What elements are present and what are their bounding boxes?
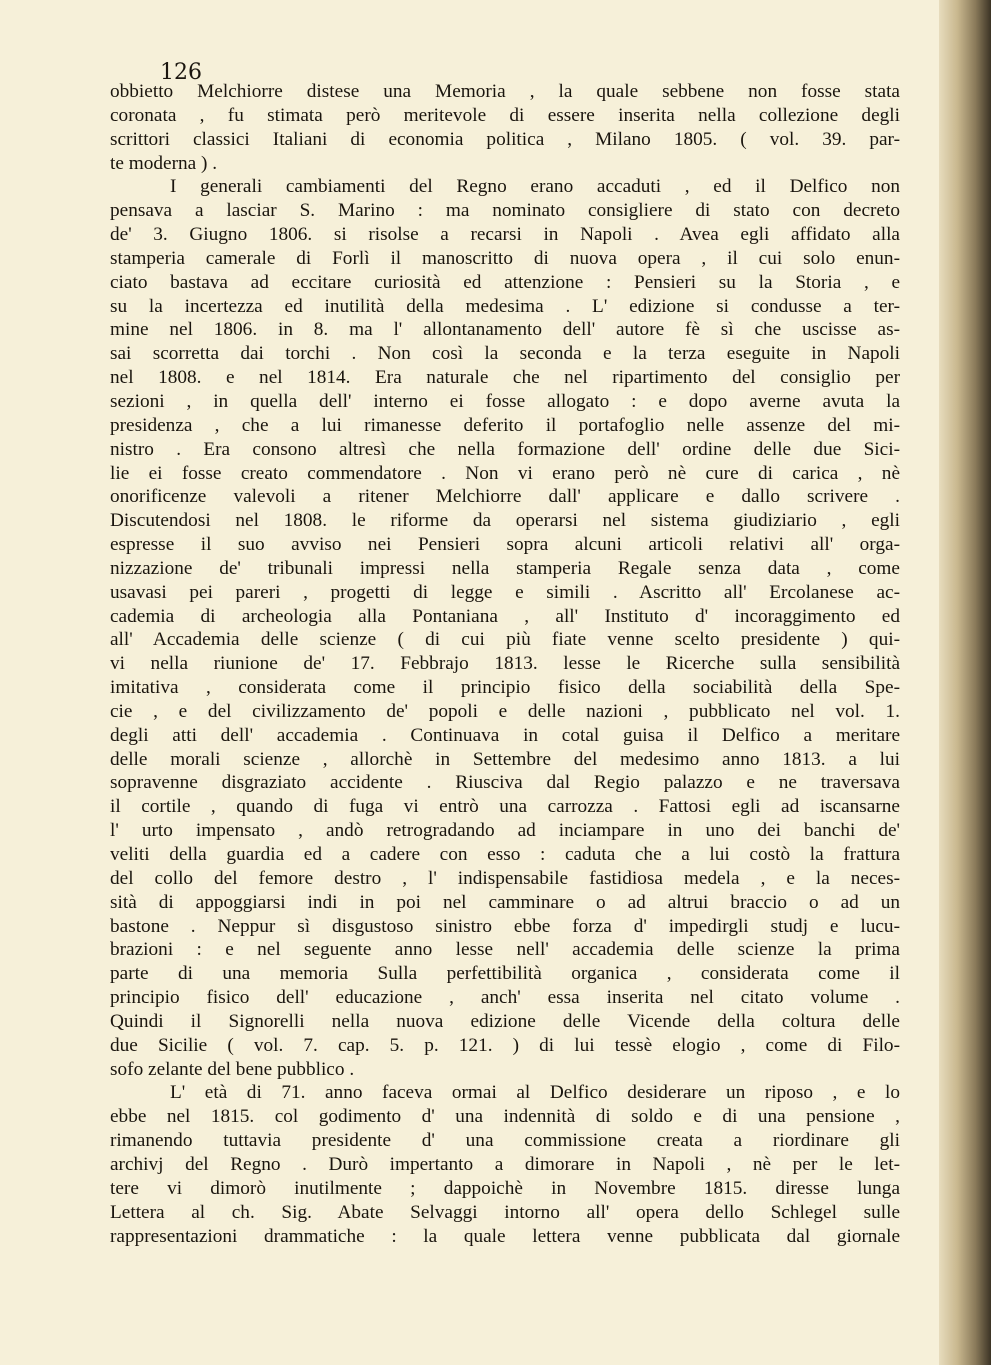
text-line — [110, 342, 900, 366]
text-line-content: degli atti dell' accademia . Continuava in cotal guisa il Delfico a meritare — [110, 724, 900, 746]
text-line-content: nizzazione de' tribunali impressi nella stamperia Regale senza data , come — [110, 557, 900, 579]
text-line-content: nel 1808. e nel 1814. Era naturale che nel ripartimento del consiglio per — [110, 367, 900, 389]
text-line-content: Quindi il Signorelli nella nuova edizione delle Vicende della coltura delle — [110, 1010, 900, 1032]
text-line-content: cie , e del civilizzamento de' popoli e delle nazioni , pubblicato nel vol. 1. — [110, 700, 900, 722]
text-line-content: sità di appoggiarsi indi in poi nel camminare o ad altrui braccio o ad un — [110, 891, 900, 913]
text-line-content: presidenza , che a lui rimanesse deferito il portafoglio nelle assenze del mi- — [110, 414, 900, 436]
text-line — [110, 795, 900, 819]
text-line-content: sai scorretta dai torchi . Non così la seconda e la terza eseguite in Napoli — [110, 343, 900, 365]
text-line-content: mine nel 1806. in 8. ma l' allontanamento dell' autore fè sì che uscisse as- — [110, 319, 900, 341]
text-line — [110, 1105, 900, 1129]
text-line-content: su la incertezza ed inutilità della medesima . L' edizione si condusse a ter- — [110, 295, 900, 317]
text-line — [110, 80, 900, 104]
text-line — [110, 557, 900, 581]
text-line — [110, 628, 900, 652]
text-line — [110, 891, 900, 915]
text-line-content: tere vi dimorò inutilmente ; dappoichè in Novembre 1815. diresse lunga — [110, 1177, 900, 1199]
text-line — [110, 1201, 900, 1225]
text-line — [110, 199, 900, 223]
text-line-content: veliti della guardia ed a cadere con esso : caduta che a lui costò la frattura — [110, 844, 900, 865]
text-line-content: coronata , fu stimata però meritevole di essere inserita nella collezione degli — [110, 104, 900, 126]
text-line-content: rappresentazioni drammatiche : la quale lettera venne pubblicata dal giornale — [110, 1225, 900, 1247]
text-line-content: vi nella riunione de' 17. Febbrajo 1813. lesse le Ricerche sulla sensibilità — [110, 653, 900, 675]
text-line — [110, 271, 900, 295]
text-line — [110, 318, 900, 342]
text-line — [110, 1081, 900, 1105]
text-line — [110, 843, 900, 867]
text-line-content: principio fisico dell' educazione , anch' essa inserita nel citato volume . — [110, 987, 900, 1009]
text-line-content: due Sicilie ( vol. 7. cap. 5. p. 121. ) di lui tessè elogio , come di Filo- — [110, 1034, 900, 1056]
text-line-content: imitativa , considerata come il principio fisico della sociabilità della Spe- — [110, 677, 900, 699]
text-line-content: all' Accademia delle scienze ( di cui più fiate venne scelto presidente ) qui- — [110, 629, 900, 651]
text-line-content: de' 3. Giugno 1806. si risolse a recarsi in Napoli . Avea egli affidato alla — [110, 224, 900, 246]
text-line — [110, 915, 900, 939]
text-line — [110, 1225, 900, 1249]
text-line-content: Lettera al ch. Sig. Abate Selvaggi intorno all' opera dello Schlegel sulle — [110, 1201, 900, 1223]
text-line — [110, 533, 900, 557]
text-line — [110, 152, 900, 176]
text-line-content: parte di una memoria Sulla perfettibilità organica , considerata come il — [110, 963, 900, 985]
text-line — [110, 771, 900, 795]
text-line-content: brazioni : e nel seguente anno lesse nell' accademia delle scienze la prima — [110, 939, 900, 961]
text-line — [110, 867, 900, 891]
text-line-content: ciato bastava ad eccitare curiosità ed attenzione : Pensieri su la Storia , e — [110, 271, 900, 293]
text-line-content: Discutendosi nel 1808. le riforme da operarsi nel sistema giudiziario , egli — [110, 510, 900, 532]
text-line — [110, 605, 900, 629]
text-line-content: l' urto impensato , andò retrogradando ad inciampare in uno dei banchi de' — [110, 820, 900, 842]
text-line-content: ebbe nel 1815. col godimento d' una indennità di soldo e di una pensione , — [110, 1106, 900, 1128]
body-text — [110, 80, 900, 1248]
text-line-content: il cortile , quando di fuga vi entrò una carrozza . Fattosi egli ad iscansarne — [110, 796, 900, 818]
text-line-content: espresse il suo avviso nei Pensieri sopra alcuni articoli relativi all' orga- — [110, 534, 900, 556]
text-line-content: sezioni , in quella dell' interno ei fosse allogato : e dopo averne avuta la — [110, 390, 900, 412]
text-line-content: sofo zelante del bene pubblico . — [110, 1058, 355, 1080]
text-line — [110, 1010, 900, 1034]
text-line — [110, 509, 900, 533]
book-spine-shadow — [939, 0, 991, 1365]
text-line — [110, 247, 900, 271]
text-line — [110, 1177, 900, 1201]
text-line-content: cademia di archeologia alla Pontaniana , all' Instituto d' incoraggimento ed — [110, 605, 900, 627]
page-number: 126 — [160, 60, 202, 85]
text-line — [110, 748, 900, 772]
text-line — [110, 581, 900, 605]
text-line — [110, 986, 900, 1010]
text-line — [110, 1034, 900, 1058]
text-line — [110, 1058, 900, 1082]
text-line-content: rimanendo tuttavia presidente d' una commissione creata a riordinare gli — [110, 1130, 900, 1152]
text-line — [110, 938, 900, 962]
text-line-content: delle morali scienze , allorchè in Settembre del medesimo anno 1813. a lui — [110, 748, 900, 770]
text-line-content: onorificenze valevoli a ritener Melchiorre dall' applicare e dallo scrivere . — [110, 486, 900, 508]
text-line — [110, 676, 900, 700]
text-line-content: L' età di 71. anno faceva ormai al Delfico desiderare un riposo , e lo — [170, 1082, 900, 1104]
text-line-content: obbietto Melchiorre distese una Memoria , la quale sebbene non fosse stata — [110, 81, 900, 102]
text-line-content: del collo del femore destro , l' indispensabile fastidiosa medela , e la neces- — [110, 867, 900, 889]
text-line — [110, 819, 900, 843]
text-line-content: scrittori classici Italiani di economia politica , Milano 1805. ( vol. 39. par- — [110, 128, 900, 150]
text-line-content: sopravenne disgraziato accidente . Riusciva dal Regio palazzo e ne traversava — [110, 772, 900, 794]
text-line — [110, 724, 900, 748]
text-line — [110, 366, 900, 390]
text-line-content: bastone . Neppur sì disgustoso sinistro ebbe forza d' impedirgli studj e lucu- — [110, 915, 900, 937]
text-line-content: archivj del Regno . Durò impertanto a dimorare in Napoli , nè per le let- — [110, 1153, 900, 1175]
text-line — [110, 652, 900, 676]
text-line — [110, 128, 900, 152]
text-line — [110, 175, 900, 199]
text-line-content: lie ei fosse creato commendatore . Non vi erano però nè cure di carica , nè — [110, 462, 900, 484]
text-line — [110, 700, 900, 724]
text-line — [110, 438, 900, 462]
text-line — [110, 223, 900, 247]
text-line — [110, 485, 900, 509]
text-line — [110, 390, 900, 414]
text-line-content: pensava a lasciar S. Marino : ma nominato consigliere di stato con decreto — [110, 200, 900, 222]
text-line — [110, 414, 900, 438]
text-line — [110, 104, 900, 128]
text-line — [110, 1153, 900, 1177]
text-line-content: stamperia camerale di Forlì il manoscritto di nuova opera , il cui solo enun- — [110, 247, 900, 269]
text-line — [110, 462, 900, 486]
text-line-content: te moderna ) . — [110, 152, 218, 174]
text-line — [110, 295, 900, 319]
text-line-content: I generali cambiamenti del Regno erano accaduti , ed il Delfico non — [170, 176, 900, 198]
text-line — [110, 962, 900, 986]
text-line-content: nistro . Era consono altresì che nella formazione dell' ordine delle due Sici- — [110, 438, 900, 460]
text-line-content: usavasi pei pareri , progetti di legge e simili . Ascritto all' Ercolanese ac- — [110, 581, 900, 603]
text-line — [110, 1129, 900, 1153]
